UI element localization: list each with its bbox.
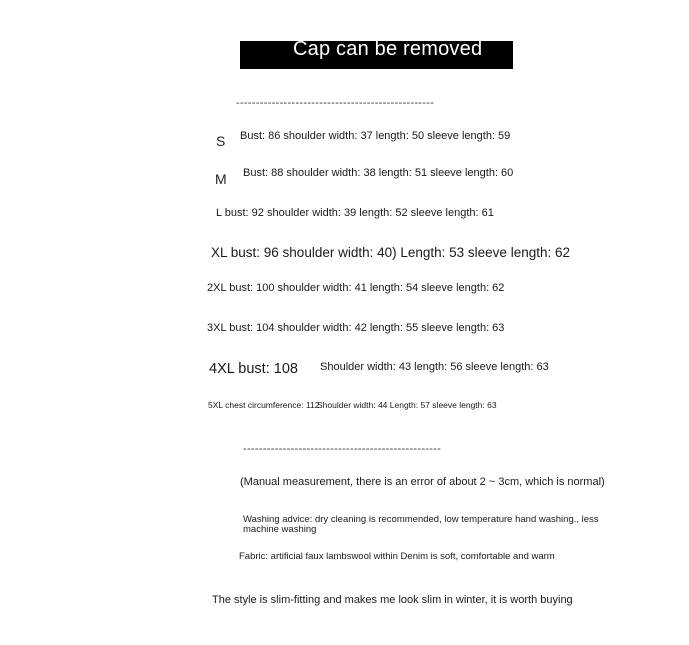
size-2xl-measurements: 2XL bust: 100 shoulder width: 41 length: 54 sleeve length: 62 — [207, 282, 505, 294]
size-3xl-measurements: 3XL bust: 104 shoulder width: 42 length: 55 sleeve length: 63 — [207, 322, 505, 334]
size-4xl-label: 4XL bust: 108 — [209, 361, 298, 377]
size-xl-measurements: XL bust: 96 shoulder width: 40) Length: 53 sleeve length: 62 — [211, 245, 570, 260]
divider-bottom: -------------------------------------------------- — [243, 443, 442, 455]
size-s-measurements: Bust: 86 shoulder width: 37 length: 50 sleeve length: 59 — [240, 130, 511, 142]
size-m-letter: M — [215, 171, 227, 187]
size-m-measurements: Bust: 88 shoulder width: 38 length: 51 sleeve length: 60 — [243, 167, 514, 179]
washing-advice: Washing advice: dry cleaning is recommended, low temperature hand washing., less machine washing — [243, 514, 599, 535]
fabric-description: Fabric: artificial faux lambswool within Denim is soft, comfortable and warm — [239, 551, 555, 562]
measurement-note: (Manual measurement, there is an error of about 2 ~ 3cm, which is normal) — [240, 476, 605, 488]
style-note: The style is slim-fitting and makes me look slim in winter, it is worth buying — [212, 594, 573, 606]
size-5xl-label: 5XL chest circumference: 112 — [208, 400, 320, 410]
size-l-measurements: L bust: 92 shoulder width: 39 length: 52 sleeve length: 61 — [216, 207, 494, 219]
size-4xl-measurements: Shoulder width: 43 length: 56 sleeve length: 63 — [320, 361, 549, 373]
size-s-letter: S — [216, 133, 226, 149]
size-5xl-measurements: Shoulder width: 44 Length: 57 sleeve length: 63 — [317, 400, 497, 410]
divider-top: -------------------------------------------------- — [236, 97, 435, 109]
banner-title: Cap can be removed — [293, 38, 483, 60]
title-banner — [240, 38, 513, 69]
